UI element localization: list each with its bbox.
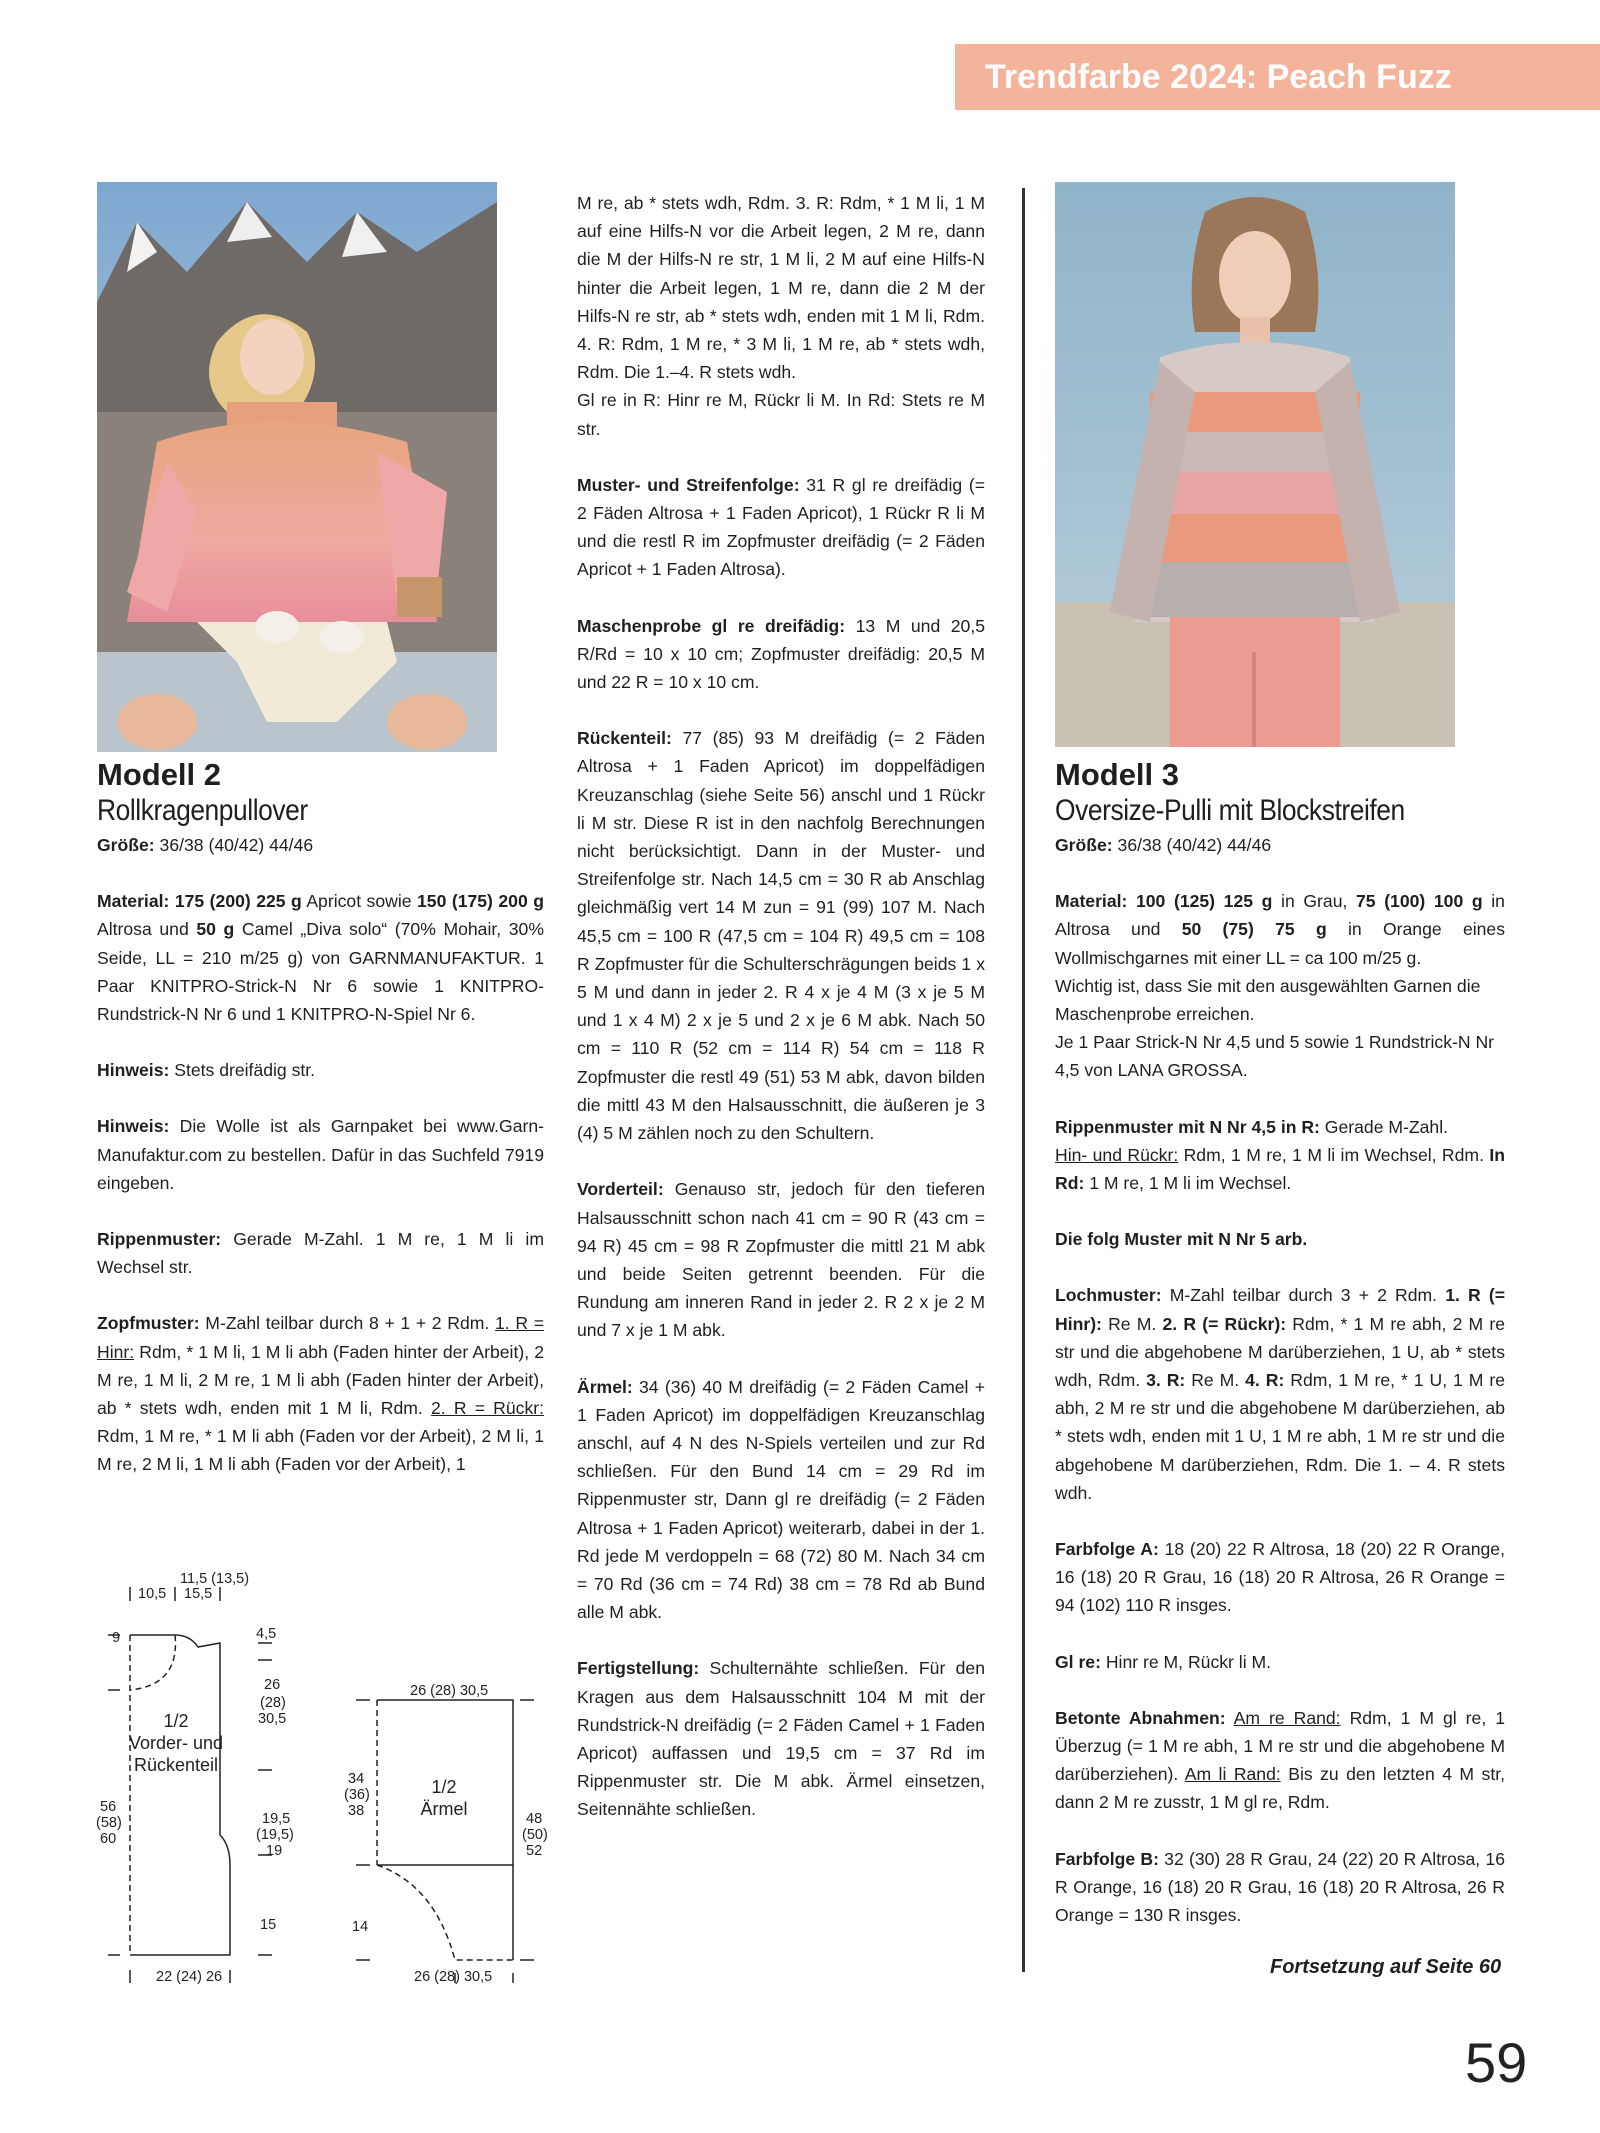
material-3-note-text: Wichtig ist, dass Sie mit den ausgewählten Garnen die Maschenprobe erreichen.	[1055, 975, 1481, 1025]
material-3-amount-1: 100 (125) 125 g	[1127, 891, 1273, 912]
sleeve-label-2: Ärmel	[420, 1799, 468, 1819]
size-3-para	[1055, 831, 1505, 859]
dim-19-5-a: 19,5	[262, 1811, 291, 1827]
finish-label: Fertigstellung:	[577, 1658, 700, 1679]
cable-label: Zopfmuster:	[97, 1313, 200, 1334]
glre-para	[1055, 1648, 1505, 1676]
model-3-title: Modell 3	[1055, 757, 1180, 792]
next-note	[1055, 1225, 1505, 1253]
cable-continued-text: M re, ab * stets wdh, Rdm. 3. R: Rdm, * 1 M li, 1 M auf eine Hilfs-N vor die Arbeit legen, 2 M re, dann die M der Hilfs-N re str, 1 M li, 2 M auf eine Hilfs-N hinter die Arbeit legen, 1 M re, dann die 2 M der Hilfs-N re str, ab * stets wdh, enden mit 1 M li, Rdm. 4. R: Rdm, 1 M re, * 3 M li, 1 M re, ab * stets wdh, Rdm. Die 1.–4. R stets wdh.	[577, 193, 985, 383]
rib-3-text-2: Rdm, 1 M re, 1 M li im Wechsel, Rdm.	[1178, 1144, 1490, 1165]
rib-3-rounds-label: In Rd:	[1055, 1144, 1505, 1194]
rib-3-rows: Hin- und Rückr:	[1055, 1144, 1179, 1165]
gauge-para	[577, 612, 985, 697]
size-3-value: 36/38 (40/42) 44/46	[1112, 835, 1272, 855]
rib-3-text-3: 1 M re, 1 M li im Wechsel.	[1084, 1173, 1292, 1194]
back-para	[577, 724, 985, 1147]
gauge-label: Maschenprobe gl re dreifädig:	[577, 615, 846, 636]
rib-3-para	[1055, 1113, 1505, 1198]
lace-row-1: 1. R (= Hinr):	[1055, 1285, 1505, 1334]
rib-para	[97, 1225, 544, 1281]
lace-text-4: Re M.	[1185, 1370, 1246, 1391]
dim-34-a: 34	[348, 1771, 365, 1787]
lace-text-3: Rdm, * 1 M re abh, 2 M re str und die abgehobene M darüberziehen, 1 U, ab * stets wdh, Rdm.	[1055, 1313, 1506, 1391]
dim-56-c: 60	[100, 1831, 117, 1847]
material-3-amount-2: 75 (100) 100 g	[1356, 891, 1483, 912]
rib-label: Rippenmuster:	[97, 1229, 222, 1250]
dim-56-b: (58)	[96, 1815, 122, 1831]
schematic-diagram	[80, 1565, 560, 1985]
material-3-amount-3: 50 (75) 75 g	[1181, 919, 1327, 940]
stockinette-para	[577, 386, 985, 442]
cable-para	[97, 1309, 544, 1478]
dim-19-5-c: 19	[266, 1843, 283, 1859]
stripe-para	[577, 471, 985, 584]
dec-right-edge: Am re Rand:	[1233, 1707, 1341, 1728]
cable-text-1: M-Zahl teilbar durch 8 + 1 + 2 Rdm.	[199, 1313, 495, 1334]
cable-text-3: Rdm, 1 M re, * 1 M li abh (Faden vor der Arbeit), 2 M li, 1 M re, 2 M li, 1 M li abh (Faden vor der Arbeit), 1	[97, 1426, 544, 1475]
right-column	[1055, 757, 1505, 1957]
dim-19-5-b: (19,5)	[256, 1827, 294, 1843]
continued-note: Fortsetzung auf Seite 60	[1270, 1956, 1502, 1978]
dim-26-b: (28)	[260, 1695, 286, 1711]
lace-text-1: M-Zahl teilbar durch 3 + 2 Rdm.	[1161, 1285, 1446, 1306]
material-para	[97, 887, 544, 1028]
color-b-label: Farbfolge B:	[1055, 1848, 1159, 1869]
cable-text-2: Rdm, * 1 M li, 1 M li abh (Faden hinter der Arbeit), 2 M re, 1 M li, 2 M re, 1 M li abh (Faden hinter der Arbeit), ab * stets wdh, enden mit 1 M li, Rdm.	[97, 1341, 544, 1419]
dim-top-b: 15,5	[184, 1586, 213, 1602]
photo-modell-3	[1055, 182, 1455, 747]
left-column	[97, 757, 544, 1507]
sleeve-label: Ärmel:	[577, 1376, 633, 1397]
gauge-text: 13 M und 20,5 R/Rd = 10 x 10 cm; Zopfmuster dreifädig: 20,5 M und 22 R = 10 x 10 cm.	[577, 615, 985, 693]
dim-48-b: (50)	[522, 1827, 548, 1843]
material-3-text-1: in Grau,	[1272, 891, 1356, 912]
lace-row-3: 3. R:	[1146, 1370, 1186, 1391]
size-value: 36/38 (40/42) 44/46	[154, 835, 314, 855]
middle-column	[577, 189, 985, 1852]
rib-text: Gerade M-Zahl. 1 M re, 1 M li im Wechsel str.	[97, 1229, 544, 1278]
material-3-label: Material:	[1055, 891, 1128, 912]
front-text: Genauso str, jedoch für den tieferen Halsausschnitt schon nach 41 cm = 90 R (43 cm = 94 R) 45 cm = 98 R Zopfmuster die mittl 21 M abk und beide Seiten getrennt beenden. Für die Rundung am inneren Rand in jeder 2. R 2 x je 2 M und 7 x je 1 M abk.	[577, 1179, 985, 1341]
hint-2-para	[97, 1112, 544, 1197]
lace-row-4: 4. R:	[1245, 1370, 1285, 1391]
body-label-3: Rückenteil	[133, 1755, 219, 1775]
material-text-3: Camel „Diva solo“ (70% Mohair, 30% Seide, LL = 210 m/25 g) von GARNMANUFAKTUR. 1 Paar KNITPRO-Strick-N Nr 6 sowie 1 KNITPRO-Rundstrick-N Nr 6 und 1 KNITPRO-N-Spiel Nr 6.	[97, 919, 544, 1025]
stripe-text: 31 R gl re dreifädig (= 2 Fäden Altrosa + 1 Faden Apricot), 1 Rückr R li M und die restl R im Zopfmuster dreifädig (= 2 Fäden Apricot + 1 Faden Altrosa).	[577, 474, 985, 580]
dec-text-1: Rdm, 1 M gl re, 1 Überzug (= 1 M re abh, 1 M re str und die abgehobene M darüberziehen).	[1055, 1707, 1505, 1785]
dim-bottom: 22 (24) 26	[156, 1969, 223, 1985]
hint-2-text: Die Wolle ist als Garnpaket bei www.Garn-Manufaktur.com zu bestellen. Dafür in das Suchfeld 7919 eingeben.	[97, 1116, 544, 1193]
color-a-label: Farbfolge A:	[1055, 1539, 1159, 1560]
cable-row-2: 2. R = Rückr:	[431, 1398, 544, 1419]
dec-left-edge: Am li Rand:	[1184, 1764, 1281, 1785]
model-3-subtitle: Oversize-Pulli mit Blockstreifen	[1055, 794, 1405, 827]
hint-1-label: Hinweis:	[97, 1060, 170, 1081]
cable-row-1: 1. R = Hinr:	[97, 1313, 544, 1362]
rib-3-label: Rippenmuster mit N Nr 4,5 in R:	[1055, 1116, 1320, 1137]
lace-row-2: 2. R (= Rückr):	[1162, 1313, 1287, 1334]
material-amount-2: 150 (175) 200 g	[417, 891, 544, 912]
hint-2-label: Hinweis:	[97, 1116, 170, 1137]
stripe-label: Muster- und Streifenfolge:	[577, 474, 800, 495]
dim-26-c: 30,5	[258, 1711, 287, 1727]
dim-48-c: 52	[526, 1843, 543, 1859]
body-label-1: 1/2	[163, 1711, 189, 1731]
dim-34-b: (36)	[344, 1787, 370, 1803]
front-label: Vorderteil:	[577, 1179, 664, 1200]
rib-3-text-1: Gerade M-Zahl.	[1319, 1116, 1449, 1137]
material-label: Material:	[97, 891, 170, 912]
dim-56-a: 56	[100, 1799, 117, 1815]
material-3-needles-text: Je 1 Paar Strick-N Nr 4,5 und 5 sowie 1 Rundstrick-N Nr 4,5 von LANA GROSSA.	[1055, 1032, 1495, 1081]
lace-label: Lochmuster:	[1055, 1285, 1162, 1306]
dim-top-a: 11,5 (13,5)	[180, 1571, 250, 1587]
material-3-para	[1055, 887, 1505, 972]
dim-26-a: 26	[264, 1677, 281, 1693]
dim-48-a: 48	[526, 1811, 543, 1827]
material-amount-1: 175 (200) 225 g	[169, 891, 302, 912]
size-para	[97, 831, 544, 859]
dim-15: 15	[260, 1917, 277, 1933]
column-divider	[1022, 188, 1025, 1972]
dim-14: 14	[352, 1919, 369, 1935]
dim-9: 9	[112, 1630, 121, 1646]
page-number: 59	[1465, 2031, 1528, 2094]
dim-sleeve-top: 26 (28) 30,5	[410, 1683, 489, 1699]
lace-text-2: Re M.	[1101, 1313, 1163, 1334]
back-label: Rückenteil:	[577, 728, 672, 749]
material-3-note	[1055, 972, 1505, 1028]
dim-sleeve-bottom: 26 (28) 30,5	[414, 1969, 493, 1985]
back-text: 77 (85) 93 M dreifädig (= 2 Fäden Altrosa + 1 Faden Apricot) im doppelfädigen Kreuzanschlag (siehe Seite 56) anschl und 1 Rückr li M str. Diese R ist in den nachfolg Berechnungen nicht berücksichtigt. Dann in der Muster- und Streifenfolge str. Nach 14,5 cm = 30 R ab Anschlag gleichmäßig vert 14 M zun = 91 (99) 107 M. Nach 45,5 cm = 100 R (47,5 cm = 104 R) 49,5 cm = 108 R Zopfmuster für die Schulterschrägungen beids 1 x 5 M und dann in jeder 2. R 4 x je 4 M (3 x je 5 M und 1 x 4 M) 2 x je 5 und 2 x je 6 M abk. Nach 50 cm = 110 R (52 cm = 114 R) 54 cm = 118 R Zopfmuster die restl 49 (51) 53 M abk, davon bilden die mittl 43 M den Halsausschnitt, die äußeren je 3 (4) 5 M zählen noch zu den Schultern.	[577, 728, 985, 1144]
hint-1-para	[97, 1056, 544, 1084]
next-note-text: Die folg Muster mit N Nr 5 arb.	[1055, 1229, 1308, 1250]
color-b-para	[1055, 1845, 1505, 1930]
material-text-2: Altrosa und	[97, 919, 197, 940]
material-3-text-3: in Orange eines Wollmischgarnes mit einer LL = ca 100 m/25 g.	[1055, 919, 1506, 968]
glre-label: Gl re:	[1055, 1651, 1101, 1672]
dec-label: Betonte Abnahmen:	[1055, 1707, 1226, 1728]
stockinette-text: Gl re in R: Hinr re M, Rückr li M. In Rd: Stets re M str.	[577, 390, 985, 439]
sleeve-text: 34 (36) 40 M dreifädig (= 2 Fäden Camel + 1 Faden Apricot) im doppelfädigen Kreuzanschlag anschl, auf 4 N des N-Spiels verteilen und zur Rd schließen. Für den Bund 14 cm = 29 Rd im Rippenmuster str, Dann gl re dreifädig (= 2 Fäden Altrosa + 1 Faden Apricot) weiterarb, dabei in der 1. Rd jede M verdoppeln = 68 (72) 80 M. Nach 34 cm = 70 Rd (36 cm = 74 Rd) 38 cm = 78 Rd ab Bund alle M abk.	[577, 1376, 985, 1623]
dim-top-c: 10,5	[138, 1586, 167, 1602]
color-b-text: 32 (30) 28 R Grau, 24 (22) 20 R Altrosa, 16 R Orange, 16 (18) 20 R Grau, 16 (18) 20 R Altrosa, 26 R Orange = 130 R insges.	[1055, 1848, 1505, 1926]
hint-1-text: Stets dreifädig str.	[169, 1060, 316, 1081]
dim-4-5: 4,5	[256, 1626, 277, 1642]
finish-text: Schulternähte schließen. Für den Kragen aus dem Halsausschnitt 104 M mit der Rundstrick-N dreifädig (= 2 Fäden Camel + 1 Faden Apricot) auffassen und 19,5 cm = 37 Rd im Rippenmuster str. Die M abk. Ärmel einsetzen, Seitennähte schließen.	[577, 1658, 985, 1820]
photo-modell-2	[97, 182, 497, 752]
material-amount-3: 50 g	[196, 919, 235, 940]
material-3-text-2: in Altrosa und	[1055, 891, 1505, 940]
dec-para	[1055, 1704, 1505, 1817]
material-3-needles	[1055, 1028, 1505, 1084]
model-2-title: Modell 2	[97, 757, 222, 792]
sleeve-para	[577, 1373, 985, 1627]
color-a-para	[1055, 1535, 1505, 1620]
dim-34-c: 38	[348, 1803, 365, 1819]
cable-continued-para	[577, 189, 985, 386]
material-text-1: Apricot sowie	[301, 891, 418, 912]
section-banner: Trendfarbe 2024: Peach Fuzz	[955, 44, 1600, 110]
size-3-label: Größe:	[1055, 835, 1113, 855]
front-para	[577, 1175, 985, 1344]
body-label-2: Vorder- und	[128, 1733, 224, 1753]
model-2-subtitle: Rollkragenpullover	[97, 794, 308, 827]
color-a-text: 18 (20) 22 R Altrosa, 18 (20) 22 R Orange, 16 (18) 20 R Grau, 16 (18) 20 R Altrosa, 26 R Orange = 94 (102) 110 R insges.	[1055, 1539, 1505, 1616]
glre-text: Hinr re M, Rückr li M.	[1100, 1651, 1272, 1672]
size-label: Größe:	[97, 835, 155, 855]
sleeve-label-1: 1/2	[431, 1777, 457, 1797]
lace-para	[1055, 1281, 1505, 1507]
dec-text-2: Bis zu den letzten 4 M str, dann 2 M re zusstr, 1 M gl re, Rdm.	[1055, 1764, 1505, 1813]
lace-text-5: Rdm, 1 M re, * 1 U, 1 M re abh, 2 M re str und die abgehobene M darüberziehen, ab * stets wdh, enden mit 1 U, 1 M re abh, 1 M re str und die abgehobene M darüberziehen, Rdm. Die 1. – 4. R stets wdh.	[1055, 1370, 1505, 1503]
finish-para	[577, 1654, 985, 1823]
